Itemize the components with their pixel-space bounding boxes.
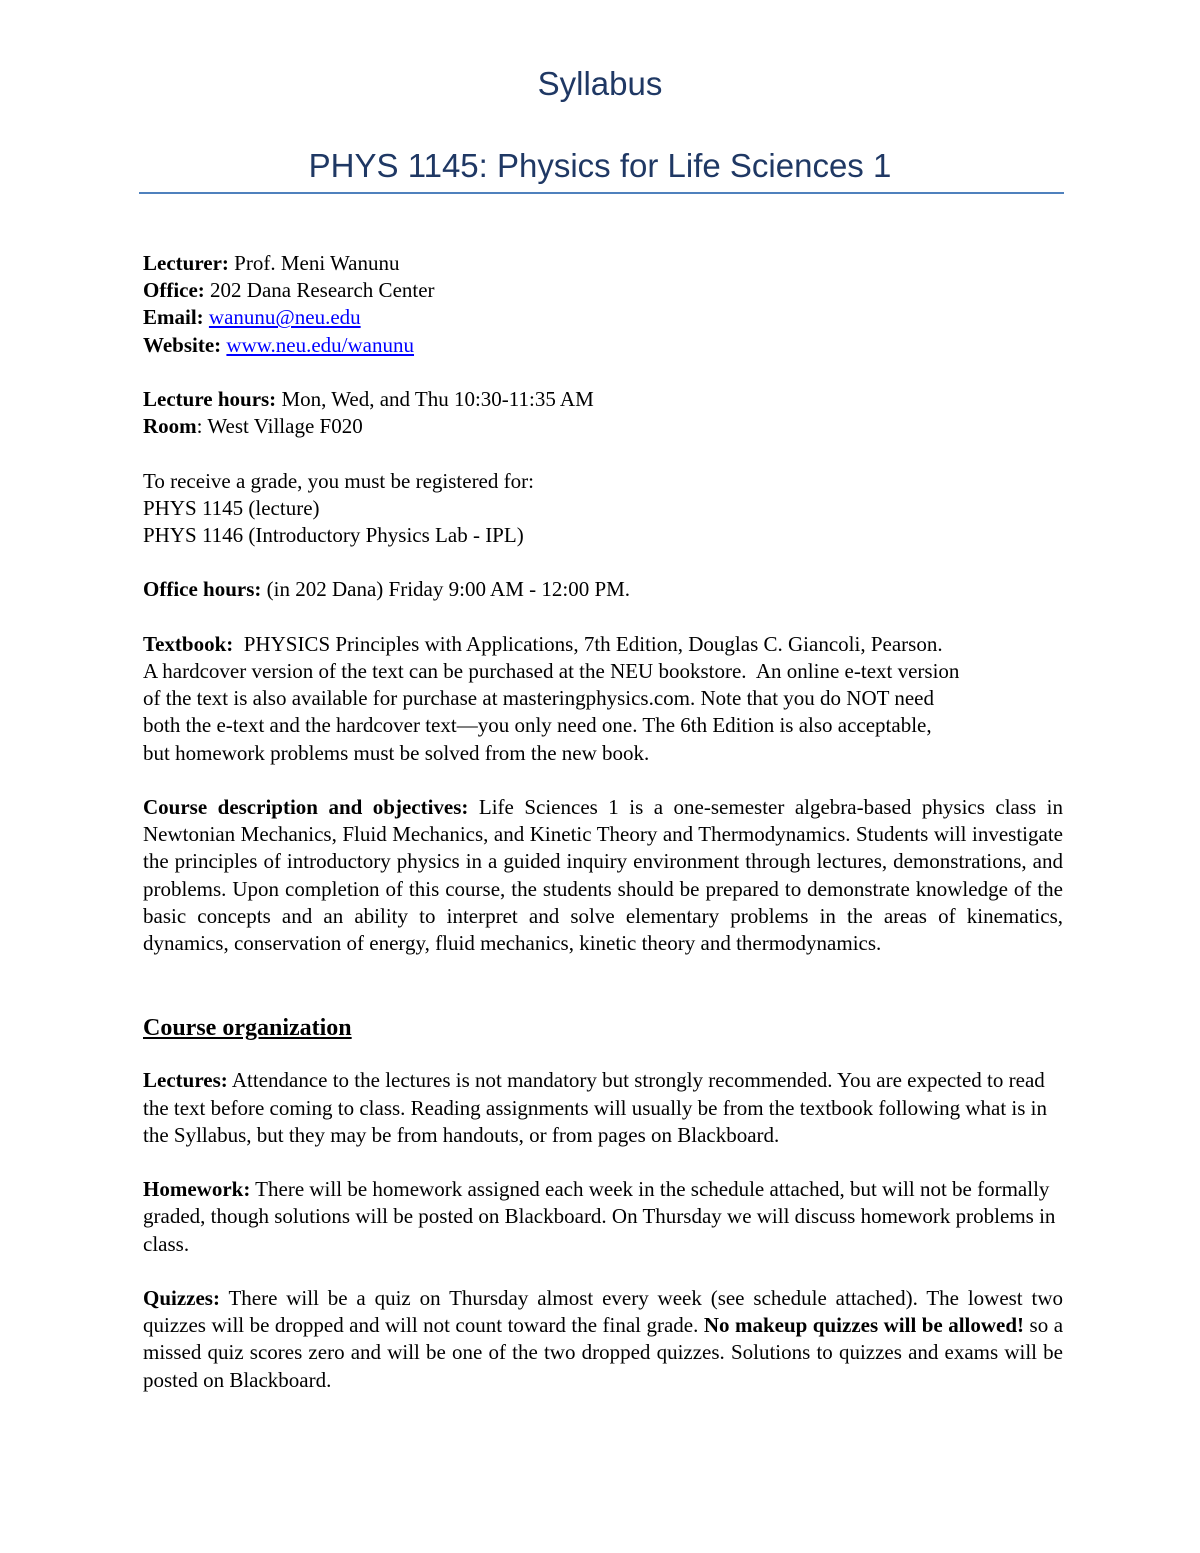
room-label: Room bbox=[143, 414, 197, 439]
office-hours-line bbox=[143, 576, 1063, 603]
office-value: 202 Dana Research Center bbox=[204, 278, 435, 303]
course-organization-heading: Course organization bbox=[143, 1015, 352, 1042]
textbook-line-2: A hardcover version of the text can be purchased at the NEU bookstore. An online e-text version bbox=[143, 658, 960, 683]
quizzes-text-2: so a missed quiz scores zero and will be one of the two dropped quizzes. Solutions to quizzes and exams will be posted on Blackboard. bbox=[143, 1313, 1064, 1392]
lecture-hours-value: Mon, Wed, and Thu 10:30-11:35 AM bbox=[276, 387, 594, 411]
lecturer-line bbox=[143, 250, 1063, 277]
registration-course-lecture: PHYS 1145 (lecture) bbox=[143, 495, 320, 520]
office-hours-label: Office hours: bbox=[143, 577, 262, 602]
lecturer-label: Lecturer: bbox=[143, 251, 229, 275]
quizzes-label: Quizzes: bbox=[143, 1285, 220, 1310]
textbook-label: Textbook: bbox=[143, 631, 234, 656]
registration-intro: To receive a grade, you must be registered for: bbox=[143, 468, 534, 493]
course-description bbox=[143, 794, 1063, 957]
email-line bbox=[143, 304, 1063, 331]
quizzes-no-makeup: No makeup quizzes will be allowed! bbox=[703, 1313, 1025, 1338]
description-text: Life Sciences 1 is a one-semester algebra-based physics class in Newtonian Mechanics, Fluid Mechanics, and Kinetic Theory and Thermodynamics. Students will investigate the principles of introductory physics in a guided inquiry environment through lectures, demonstrations, and problems. Upon completion of this course, the students should be prepared to demonstrate knowledge of the basic concepts and an ability to interpret and solve elementary problems in the areas of kinematics, dynamics, conservation of energy, fluid mechanics, kinetic theory and thermodynamics. bbox=[143, 794, 1064, 955]
textbook-line-4: both the e-text and the hardcover text—you only need one. The 6th Edition is also acceptable, bbox=[143, 713, 932, 738]
textbook-line-5: but homework problems must be solved from the new book. bbox=[143, 740, 650, 765]
homework-label: Homework: bbox=[143, 1177, 251, 1202]
textbook-line-3: of the text is also available for purchase at masteringphysics.com. Note that you do NOT need bbox=[143, 686, 934, 711]
quizzes-text-1: There will be a quiz on Thursday almost every week (see schedule attached). The lowest two quizzes will be dropped and will not count toward the final grade. bbox=[143, 1285, 1063, 1338]
lectures-label: Lectures: bbox=[143, 1068, 228, 1093]
homework-text: There will be homework assigned each week in the schedule attached, but will not be formally graded, though solutions will be posted on Blackboard. On Thursday we will discuss homework problems in class. bbox=[143, 1177, 1056, 1256]
lectures-text: Attendance to the lectures is not mandatory but strongly recommended. You are expected to read the text before coming to class. Reading assignments will usually be from the textbook following what is in the Syllabus, but they may be from handouts, or from pages on Blackboard. bbox=[143, 1068, 1048, 1147]
lecture-hours-label: Lecture hours: bbox=[143, 387, 277, 411]
description-label: Course description and objectives: bbox=[143, 794, 469, 819]
registration-course-lab: PHYS 1146 (Introductory Physics Lab - IPL) bbox=[143, 523, 524, 547]
lecture-hours-line bbox=[143, 386, 1063, 413]
course-title: PHYS 1145: Physics for Life Sciences 1 bbox=[308, 147, 892, 184]
document-title: Syllabus bbox=[537, 65, 663, 102]
room-value: : West Village F020 bbox=[196, 414, 363, 439]
website-link[interactable]: www.neu.edu/wanunu bbox=[226, 332, 415, 357]
website-line bbox=[143, 332, 1063, 359]
office-hours-value: (in 202 Dana) Friday 9:00 AM - 12:00 PM. bbox=[261, 577, 631, 602]
lecturer-value: Prof. Meni Wanunu bbox=[228, 251, 400, 275]
website-label: Website: bbox=[143, 332, 222, 357]
title-divider bbox=[139, 192, 1064, 194]
syllabus-body bbox=[143, 250, 1063, 1394]
email-label: Email: bbox=[143, 305, 204, 330]
office-line bbox=[143, 277, 1063, 304]
office-label: Office: bbox=[143, 278, 205, 303]
email-link[interactable]: wanunu@neu.edu bbox=[208, 305, 361, 330]
room-line bbox=[143, 413, 1063, 440]
quizzes-paragraph bbox=[143, 1285, 1063, 1394]
lectures-paragraph bbox=[143, 1067, 1063, 1149]
textbook-line-1 bbox=[143, 631, 1063, 658]
textbook-title: PHYSICS Principles with Applications, 7th Edition, Douglas C. Giancoli, Pearson. bbox=[233, 631, 943, 656]
homework-paragraph bbox=[143, 1176, 1063, 1258]
